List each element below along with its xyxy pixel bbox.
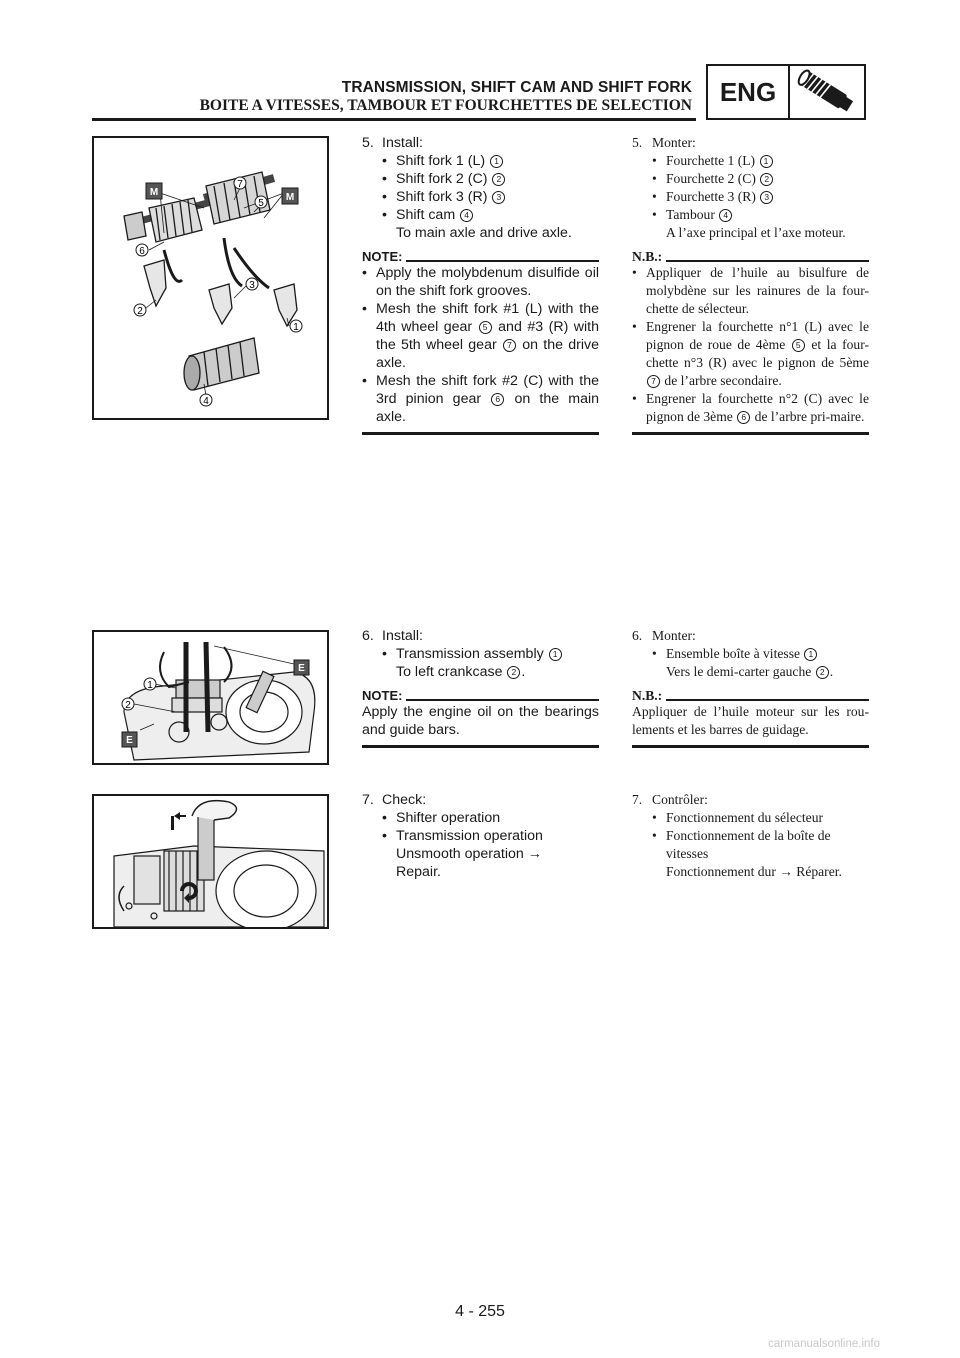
list-item: • Shift fork 1 (L) 1 (382, 152, 599, 170)
check-list (382, 809, 599, 845)
step5-fr (632, 134, 869, 435)
callout-2: 2 (137, 306, 143, 317)
list-item: • Fourchette 2 (C) 2 (652, 170, 869, 188)
step-number: 6. (632, 628, 643, 643)
step-number: 5. (362, 135, 374, 151)
note-header: N.B.: (632, 689, 869, 703)
list-item: • Tambour 4 (652, 206, 869, 224)
list-item: • Shifter operation (382, 809, 599, 827)
destination: To main axle and drive axle. (396, 225, 572, 241)
note-bullet: • Mesh the shift fork #2 (C) with the 3rd pinion gear 6 on the main axle. (362, 372, 599, 426)
callout-2: 2 (125, 700, 131, 711)
step-title: Check: (382, 792, 427, 808)
callout-4: 4 (203, 396, 209, 407)
callout-m-left: M (149, 187, 159, 198)
list-item: • Shift cam 4 (382, 206, 599, 224)
engine-bolt-icon (790, 66, 864, 118)
note-header: NOTE: (362, 250, 599, 264)
step-number: 5. (632, 135, 643, 150)
list-item: • Transmission assembly 1 (382, 645, 599, 663)
note-header: N.B.: (632, 250, 869, 264)
step-number: 7. (362, 792, 374, 808)
callout-1: 1 (147, 680, 153, 691)
note-end-rule (362, 432, 599, 435)
step-title: Contrôler: (652, 792, 708, 807)
list-item: • Fourchette 1 (L) 1 (652, 152, 869, 170)
section-badge-label: ENG (708, 66, 790, 118)
callout-1: 1 (293, 322, 299, 333)
list-item: • Ensemble boîte à vitesse 1 (652, 645, 869, 663)
note-text: Apply the engine oil on the bearings and guide bars. (362, 704, 599, 738)
step6-fr (632, 627, 869, 748)
callout-6: 6 (139, 246, 145, 257)
callout-3: 3 (249, 280, 255, 291)
callout-5: 5 (258, 198, 264, 209)
header-title-en: TRANSMISSION, SHIFT CAM AND SHIFT FORK (341, 79, 692, 96)
callout-7: 7 (237, 179, 243, 190)
figure-transmission-install (92, 630, 329, 765)
step-title: Install: (382, 628, 424, 644)
note-bullet: • Engrener la fourchette n°2 (C) avec le pignon de 3ème 6 de l’arbre pri-maire. (632, 390, 869, 426)
part-list (652, 645, 869, 663)
step-title: Monter: (652, 628, 696, 643)
note-bullet: • Mesh the shift fork #1 (L) with the 4th wheel gear 5 and #3 (R) with the 5th wheel gear 7 on the drive axle. (362, 300, 599, 372)
callout-e-top: E (298, 663, 305, 674)
step5-en (362, 134, 599, 435)
check-result: Fonctionnement dur → Réparer. (666, 864, 842, 879)
step-title: Install: (382, 135, 424, 151)
note-bullet: • Appliquer de l’huile au bisulfure de molybdène sur les rainures de la four-chette de sélecteur. (632, 264, 869, 318)
note-text: Appliquer de l’huile moteur sur les rou-lements et les barres de guidage. (632, 704, 869, 737)
step7-fr (632, 791, 869, 881)
list-item: • Shift fork 2 (C) 2 (382, 170, 599, 188)
list-item: • Fourchette 3 (R) 3 (652, 188, 869, 206)
callout-m-right: M (285, 192, 295, 203)
note-end-rule (632, 745, 869, 748)
list-item: • Transmission operation (382, 827, 599, 845)
watermark: carmanualsonline.info (768, 1338, 880, 1350)
destination: Vers le demi-carter gauche 2 . (666, 664, 834, 679)
part-list (382, 152, 599, 224)
note-header: NOTE: (362, 689, 599, 703)
step6-en (362, 627, 599, 748)
callout-e-bottom: E (126, 735, 133, 746)
part-list (652, 152, 869, 224)
check-list (652, 809, 869, 863)
step-number: 6. (362, 628, 374, 644)
figure-shift-forks (92, 136, 329, 420)
check-result: Unsmooth operation → Repair. (396, 846, 542, 880)
part-list (382, 645, 599, 663)
note-bullet: • Engrener la fourchette n°1 (L) avec le pignon de roue de 4ème 5 et la four-chette n°3 (R) avec le pignon de 5ème 7 de l’arbre secondaire. (632, 318, 869, 390)
note-end-rule (632, 432, 869, 435)
destination: A l’axe principal et l’axe moteur. (666, 225, 846, 240)
section-badge (706, 64, 866, 120)
step-number: 7. (632, 792, 643, 807)
note-end-rule (362, 745, 599, 748)
list-item: • Fonctionnement de la boîte de vitesses (652, 827, 869, 863)
note-bullet: • Apply the molybdenum disulfide oil on the shift fork grooves. (362, 264, 599, 300)
step7-en (362, 791, 599, 881)
header-title-fr: BOITE A VITESSES, TAMBOUR ET FOURCHETTES DE SELECTION (199, 97, 692, 114)
header-rule (92, 118, 696, 121)
list-item: • Shift fork 3 (R) 3 (382, 188, 599, 206)
figure-shifter-check (92, 794, 329, 929)
step-title: Monter: (652, 135, 696, 150)
destination: To left crankcase 2 . (396, 664, 526, 680)
page-number: 4 - 255 (455, 1303, 505, 1320)
list-item: • Fonctionnement du sélecteur (652, 809, 869, 827)
